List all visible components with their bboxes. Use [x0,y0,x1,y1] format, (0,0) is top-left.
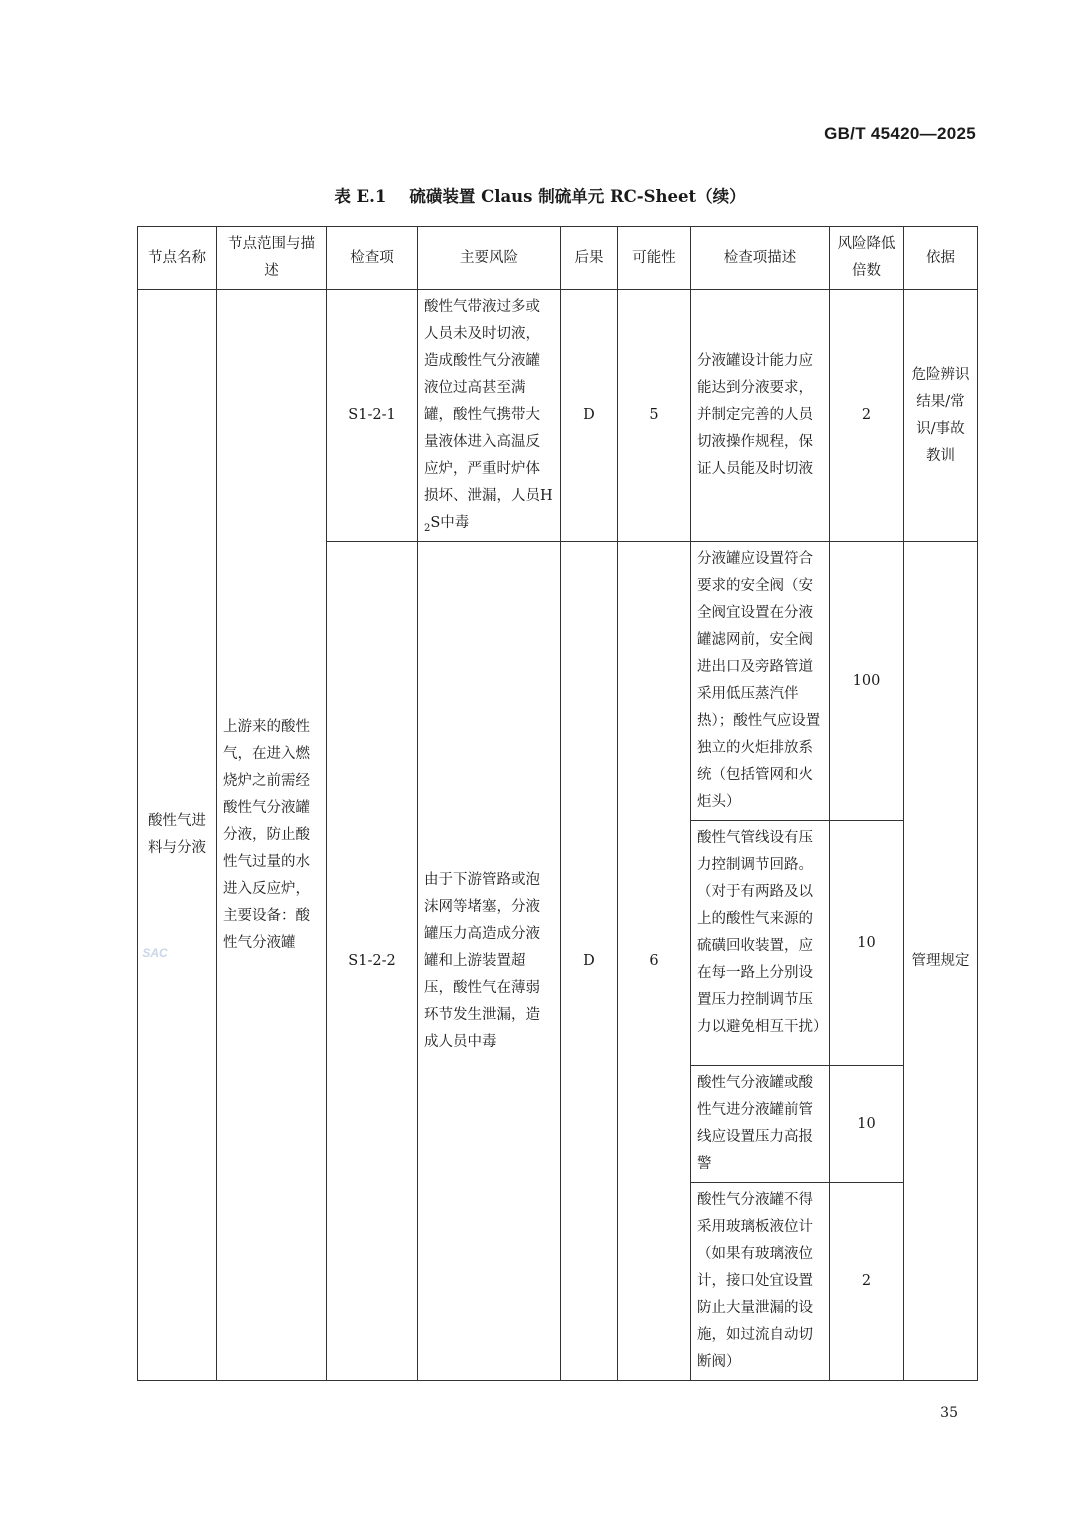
risk-reduction-factor-cell: 100 [830,542,904,821]
main-risk-cell: 由于下游管路或泡沫网等堵塞，分液罐压力高造成分液罐和上游装置超压，酸性气在薄弱环节发生泄漏，造成人员中毒 [418,542,561,1381]
check-description-cell: 分液罐应设置符合要求的安全阀（安全阀宜设置在分液罐滤网前，安全阀进出口及旁路管道采用低压蒸汽伴热）；酸性气应设置独立的火炬排放系统（包括管网和火炬头） [691,542,830,821]
check-description-cell: 酸性气分液罐不得采用玻璃板液位计（如果有玻璃液位计，接口处宜设置防止大量泄漏的设施，如过流自动切断阀） [691,1183,830,1381]
risk-reduction-factor-cell: 2 [830,290,904,542]
consequence-cell: D [561,542,618,1381]
risk-reduction-factor-cell: 2 [830,1183,904,1381]
col-header-basis: 依据 [904,227,978,290]
likelihood-cell: 6 [618,542,691,1381]
basis-cell: 管理规定 [904,542,978,1381]
check-item-cell: S1-2-2 [327,542,418,1381]
col-header-check-description: 检查项描述 [691,227,830,290]
table-header-row [138,227,978,290]
check-description-cell: 酸性气分液罐或酸性气进分液罐前管线应设置压力高报警 [691,1066,830,1183]
col-header-check-item: 检查项 [327,227,418,290]
node-name-cell: 酸性气进料与分液 [138,290,217,1381]
risk-text-subscript: 2 [424,522,431,534]
sac-watermark: SAC [142,946,168,960]
table-title: 表 E.1 硫磺装置 Claus 制硫单元 RC-Sheet（续） [334,187,746,206]
page-number: 35 [940,1405,958,1421]
col-header-likelihood: 可能性 [618,227,691,290]
likelihood-cell: 5 [618,290,691,542]
check-item-cell: S1-2-1 [327,290,418,542]
risk-text: 酸性气带液过多或人员未及时切液，造成酸性气分液罐液位过高甚至满罐，酸性气携带大量液体进入高温反应炉，严重时炉体损坏、泄漏，人员H [424,299,553,504]
node-scope-cell: 上游来的酸性气，在进入燃烧炉之前需经酸性气分液罐分液，防止酸性气过量的水进入反应炉，主要设备：酸性气分液罐 [217,290,327,1381]
col-header-node-scope: 节点范围与描述 [217,227,327,290]
risk-reduction-factor-cell: 10 [830,1066,904,1183]
col-header-main-risk: 主要风险 [418,227,561,290]
risk-reduction-factor-cell: 10 [830,821,904,1066]
check-description-cell: 酸性气管线设有压力控制调节回路。（对于有两路及以上的酸性气来源的硫磺回收装置，应在每一路上分别设置压力控制调节压力以避免相互干扰） [691,821,830,1066]
standard-code: GB/T 45420—2025 [824,124,976,143]
table-row [138,290,978,542]
col-header-consequence: 后果 [561,227,618,290]
risk-text-tail: S中毒 [430,515,470,531]
consequence-cell: D [561,290,618,542]
basis-cell: 危险辨识结果/常识/事故教训 [904,290,978,542]
main-risk-cell [418,290,561,542]
col-header-node-name: 节点名称 [138,227,217,290]
rc-sheet-table [137,226,978,1381]
check-description-cell: 分液罐设计能力应能达到分液要求，并制定完善的人员切液操作规程，保证人员能及时切液 [691,290,830,542]
col-header-risk-reduction-factor: 风险降低倍数 [830,227,904,290]
